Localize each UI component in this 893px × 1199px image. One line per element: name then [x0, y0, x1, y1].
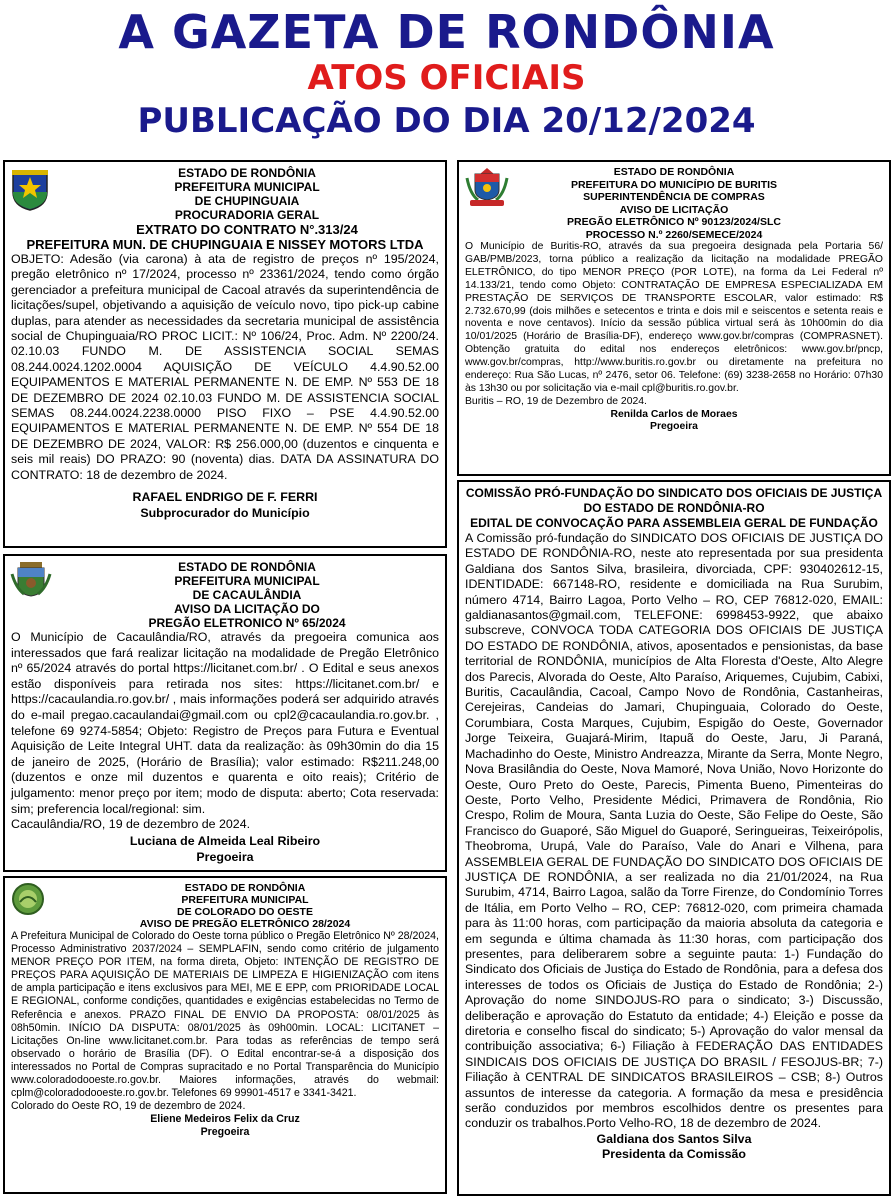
place-date: Colorado do Oeste RO, 19 de dezembro de 2024.: [11, 1100, 246, 1113]
municipal-seal-icon: [11, 882, 45, 916]
signatory-name: Galdiana dos Santos Silva: [596, 1131, 752, 1146]
signatory-name: Eliene Medeiros Felix da Cruz: [150, 1113, 300, 1126]
notice-buritis: [457, 160, 891, 476]
municipality-header: DE COLORADO DO OESTE: [177, 906, 313, 918]
signatory-name: Renilda Carlos de Moraes: [610, 408, 738, 420]
section-title: ATOS OFICIAIS: [307, 58, 586, 98]
place-date: Buritis – RO, 19 de Dezembro de 2024.: [465, 395, 647, 407]
notice-title: AVISO DE LICITAÇÃO: [619, 203, 729, 216]
publication-date: PUBLICAÇÃO DO DIA 20/12/2024: [137, 101, 756, 141]
commission-header: COMISSÃO PRÓ-FUNDAÇÃO DO SINDICATO DOS OFICIAIS DE JUSTIÇA DO ESTADO DE RONDÔNIA-RO: [465, 486, 883, 515]
newspaper-title: A GAZETA DE RONDÔNIA: [118, 5, 775, 59]
municipality-header: DE CACAULÂNDIA: [192, 588, 302, 602]
signatory-name: Luciana de Almeida Leal Ribeiro: [129, 833, 321, 848]
signatory-role: Subprocurador do Município: [140, 506, 310, 521]
contract-parties: PREFEITURA MUN. DE CHUPINGUAIA E NISSEY MOTORS LTDA: [26, 237, 424, 252]
notice-colorado-do-oeste: [3, 876, 447, 1194]
notice-chupinguaia: [3, 160, 447, 548]
state-header: ESTADO DE RONDÔNIA: [613, 166, 735, 178]
buritis-coat-of-arms-icon: [464, 166, 510, 208]
notice-title: EDITAL DE CONVOCAÇÃO PARA ASSEMBLEIA GERAL DE FUNDAÇÃO: [470, 516, 878, 530]
notice-title: AVISO DE PREGÃO ELETRÔNICO 28/2024: [139, 918, 351, 930]
masthead: [0, 0, 893, 158]
notice-body: O Município de Cacaulândia/RO, através da pregoeira comunica aos interessados que fará realizar licitação na modalidade de Pregão Eletrônico nº 65/2024 através do portal https://licitanet.com.br/ . O Edital e seus anexos estão disponíveis para retirada nos sites: https://licitanet.com.br/ e https://cacaulandia.ro.gov.br/ , mais informações poderá ser adquirido através do e-mail pregao.cacaulandai@gmail.com ou cpl2@cacaulandia.ro.gov.br. , telefone 69 9274-5854; Objeto: Registro de Preços para Futura e Eventual Aquisição de Leite Integral UHT. data da realização: às 09h30min do dia 15 de janeiro de 2025, (Horário de Brasília); valor estimado: R$211.248,00 (duzentos e onze mil duzentos e quarenta e oito reais); Critério de julgamento: menor preço por item; modo de disputa: aberto; Cota reservada: sim; preferencia local/regional: sim.: [11, 630, 439, 816]
municipal-coat-of-arms-icon: [10, 560, 52, 598]
prefecture-header: PREFEITURA MUNICIPAL: [174, 180, 320, 194]
notice-title: AVISO DA LICITAÇÃO DO: [174, 602, 320, 616]
notice-body: O Município de Buritis-RO, através da sua pregoeira designada pela Portaria 56/ GAB/PMB/2023, torna público a realização da licitação na modalidade PREGÃO ELETRÔNICO, do tipo MENOR PREÇO (POR LOTE), na forma da Lei Federal nº 14.133/21, tendo como Objeto: CONTRATAÇÃO DE EMPRESA ESPECIALIZADA EM PRESTAÇÃO DE SERVIÇOS DE TRANSPORTE ESCOLAR, valor estimado: R$ 2.732.670,99 (dois milhões e setecentos e trinta e dois mil e seiscentos e setenta reais e noventa e nove centavos). Início da sessão pública virtual será às 10h00min do dia 10/01/2025 (Horário de Brasília-DF), endereço www.gov.br/compras (COMPRASNET). Obtenção gratuita do edital nos endereços eletrônicos: www.gov.br/pncp, www.gov.br/compras, http://www.buritis.ro.gov.br ou diretamente na prefeitura no endereço: Rua São Lucas, nº 2476, setor 06. Telefone: (69) 3238-2658 no Horário: 07h30 às 13h30 ou por solicitação via e-mail cpl@buritis.ro.gov.br.: [465, 241, 883, 394]
notice-number: PREGÃO ELETRÔNICO Nº 90123/2024/SLC: [567, 216, 781, 228]
municipal-coat-of-arms-icon: [9, 168, 51, 212]
signatory-role: Pregoeira: [650, 421, 698, 433]
signatory-name: RAFAEL ENDRIGO DE F. FERRI: [132, 490, 318, 505]
department-header: PROCURADORIA GERAL: [174, 208, 320, 222]
notice-body: A Comissão pró-fundação do SINDICATO DOS OFICIAIS DE JUSTIÇA DO ESTADO DE RONDÔNIA-RO, neste ato representada por sua presidenta Galdiana dos Santos Silva, brasileira, divorciada, CPF: 930402612-15, IDENTIDADE: 667148-RO, residente e domiciliada na Rua Surubim, número 4714, Bairro Lagoa, Porto Velho – RO, CEP 76812-020, EMAIL: galdianasantos@gmail.com, TELEFONE: 6998453-9922, que abaixo subscreve, CONVOCA TODA CATEGORIA DOS OFICIAIS DE JUSTIÇA DO ESTADO DE RONDÔNIA, ativos, aposentados e pensionistas, da base territorial de RONDÔNIA, municípios de Alta Floresta d'Oeste, Alto Alegre dos Parecis, Alvorada do Oeste, Alto Paraíso, Ariquemes, Cujubim, Cabixi, Buritis, Cacaulândia, Cacoal, Campo Novo de Rondônia, Castanheiras, Cerejeiras, Candeias do Jamari, Chupinguaia, Colorado do Oeste, Corumbiara, Costa Marques, Cujubim, Espigão do Oeste, Governador Jorge Teixeira, Guajará-Mirim, Itapuã do Oeste, Jaru, Ji Paraná, Machadinho do Oeste, Ministro Andreazza, Mirante da Serra, Monte Negro, Nova Brasilândia do Oeste, Nova Mamoré, Nova União, Novo Horizonte do Oeste, Ouro Preto do Oeste, Parecis, Pimenta Bueno, Pimenteiras do Oeste, Porto Velho, Presidente Médici, Primavera de Rondônia, Rio Crespo, Rolim de Moura, Santa Luzia do Oeste, São Felipe do Oeste, São Francisco do Guaporé, São Miguel do Guaporé, Seringueiras, Teixeirópolis, Theobroma, Urupá, Vale do Paraíso, Vale do Anari e Vilhena, para ASSEMBLEIA GERAL DE FUNDAÇÃO DO SINDICATO DOS OFICIAIS DE JUSTIÇA DE RONDÔNIA, a ser realizada no dia 21/01/2024, na Rua Surubim, 4714, Bairro Lagoa, salão da Torre Firenze, do Condomínio Torres de Itália, em Porto Velho – RO, CEP: 76812-020, com primeira chamada para às 11:00 horas, com participação da maioria absoluta da categoria e em segunda e última chamada às 11:30 horas, com participação dos presentes, para deliberarem sobre a seguinte pauta: 1-) Fundação do Sindicato dos Oficiais de Justiça do Estado de Rondônia, para a defesa dos interesses de todos os Oficiais de Justiça do Estado de Rondônia; 2-) Aprovação do nome SINDOJUS-RO para o sindicato; 3-) Discussão, deliberação e aprovação do Estatuto da entidade; 4-) Eleição e posse da diretoria e conselho fiscal do sindicato; 5-) Aprovação do valor mensal da contribuição associativa; 6-) Filiação à FEDERAÇÃO DAS ENTIDADES SINDICAIS DOS OFICIAIS DE JUSTIÇA DO BRASIL / FESOJUS-BR; 7-) Filiação à CENTRAL DE SINDICATOS BRASILEIROS – CSB; 8-) Outros assuntos de interesse da categoria. A formação da mesa e presidência serão conduzidos por membros escolhidos dentre os presentes para conduzir os trabalhos.Porto Velho-RO, 18 de dezembro de 2024.: [465, 531, 883, 1131]
signatory-role: Pregoeira: [200, 1126, 250, 1139]
notice-cacaulandia: [3, 554, 447, 872]
prefecture-header: PREFEITURA MUNICIPAL: [174, 574, 320, 588]
place-date: Cacaulândia/RO, 19 de dezembro de 2024.: [11, 817, 251, 832]
signatory-role: Pregoeira: [196, 849, 254, 864]
prefecture-header: PREFEITURA MUNICIPAL: [181, 894, 309, 906]
state-header: ESTADO DE RONDÔNIA: [184, 882, 306, 894]
process-number: PROCESSO N.º 2260/SEMECE/2024: [585, 228, 763, 241]
notice-sindojus: [457, 480, 891, 1196]
state-header: ESTADO DE RONDÔNIA: [178, 560, 316, 574]
signatory-role: Presidenta da Comissão: [602, 1147, 746, 1162]
municipality-header: DE CHUPINGUAIA: [194, 194, 300, 208]
prefecture-header: PREFEITURA DO MUNICÍPIO DE BURITIS: [570, 178, 778, 191]
notice-number: PREGÃO ELETRONICO Nº 65/2024: [148, 616, 346, 630]
notice-title: EXTRATO DO CONTRATO N°.313/24: [136, 222, 358, 237]
department-header: SUPERINTENDÊNCIA DE COMPRAS: [583, 191, 765, 203]
state-header: ESTADO DE RONDÔNIA: [178, 166, 316, 180]
notice-body: A Prefeitura Municipal de Colorado do Oeste torna público o Pregão Eletrônico Nº 28/2024, Processo Administrativo 2037/2024 – SEMPLAFIN, sendo como critério de julgamento MENOR PREÇO POR ITEM, na forma direta, Objeto: INTENÇÃO DE REGISTRO DE PREÇOS PARA AQUISIÇÃO DE MATERIAIS DE LIMPEZA E HIGIENIZAÇÃO com itens de ampla participação e itens exclusivos para MEI, ME E EPP, com PRIORIDADE LOCAL E REGIONAL, conforme condições, quantidades e exigências estabelecidas no Termo de Referência e anexos. PRAZO FINAL DE ENVIO DA PROPOSTA: 08/01/2025 às 08h50min. INÍCIO DA DISPUTA: 08/01/2025 às 09h00min. LOCAL: LICITANET – Licitações On-line www.licitanet.com.br. Para todas as referências de tempo será observado o horário de Brasília (DF). O Edital encontrar-se-á a disposição dos interessados no Portal de Compras supracitado e no Portal Transparência do Município www.coloradodooeste.ro.gov.br. Maiores informações, através do webmail: cplm@coloradodooeste.ro.gov.br. Telefones 69 99901-4517 e 3341-3421.: [11, 930, 439, 1100]
notice-body: OBJETO: Adesão (via carona) à ata de registro de preços nº 195/2024, pregão eletrônico nº 17/2024, processo nº 23361/2024, tendo como órgão gerenciador a prefeitura municipal de Cacoal através da superintendência de licitações/supel, objetivando a aquisição de veículo novo, tipo pick-up cabine duplas, para atender as necessidades da secretaria municipal de assistência social de Chupinguaia/RO PROC LICIT.: Nº 106/24, Proc. Adm. Nº 2200/24. 02.10.03 FUNDO M. DE ASSISTENCIA SOCIAL SEMAS 08.244.0024.1202.0004 AQUISIÇÃO DE VEÍCULO 4.4.90.52.00 EQUIPAMENTOS E MATERIAL PERMANENTE N. DE EMP. Nº 553 DE 18 DE DEZEMBRO DE 2024 02.10.03 FUNDO M. DE ASSISTENCIA SOCIAL SEMAS 08.244.0024.2238.0000 PISO FIXO – PSE 4.4.90.52.00 EQUIPAMENTOS E MATERIAL PERMANENTE N. DE EMP. Nº 554 DE 18 DE DEZEMBRO DE 2024, VALOR: R$ 256.000,00 (duzentos e cinquenta e seis mil reais) DO PRAZO: 90 (noventa) dias. DATA DA ASSINATURA DO CONTRATO: 18 de dezembro de 2024.: [11, 252, 439, 482]
